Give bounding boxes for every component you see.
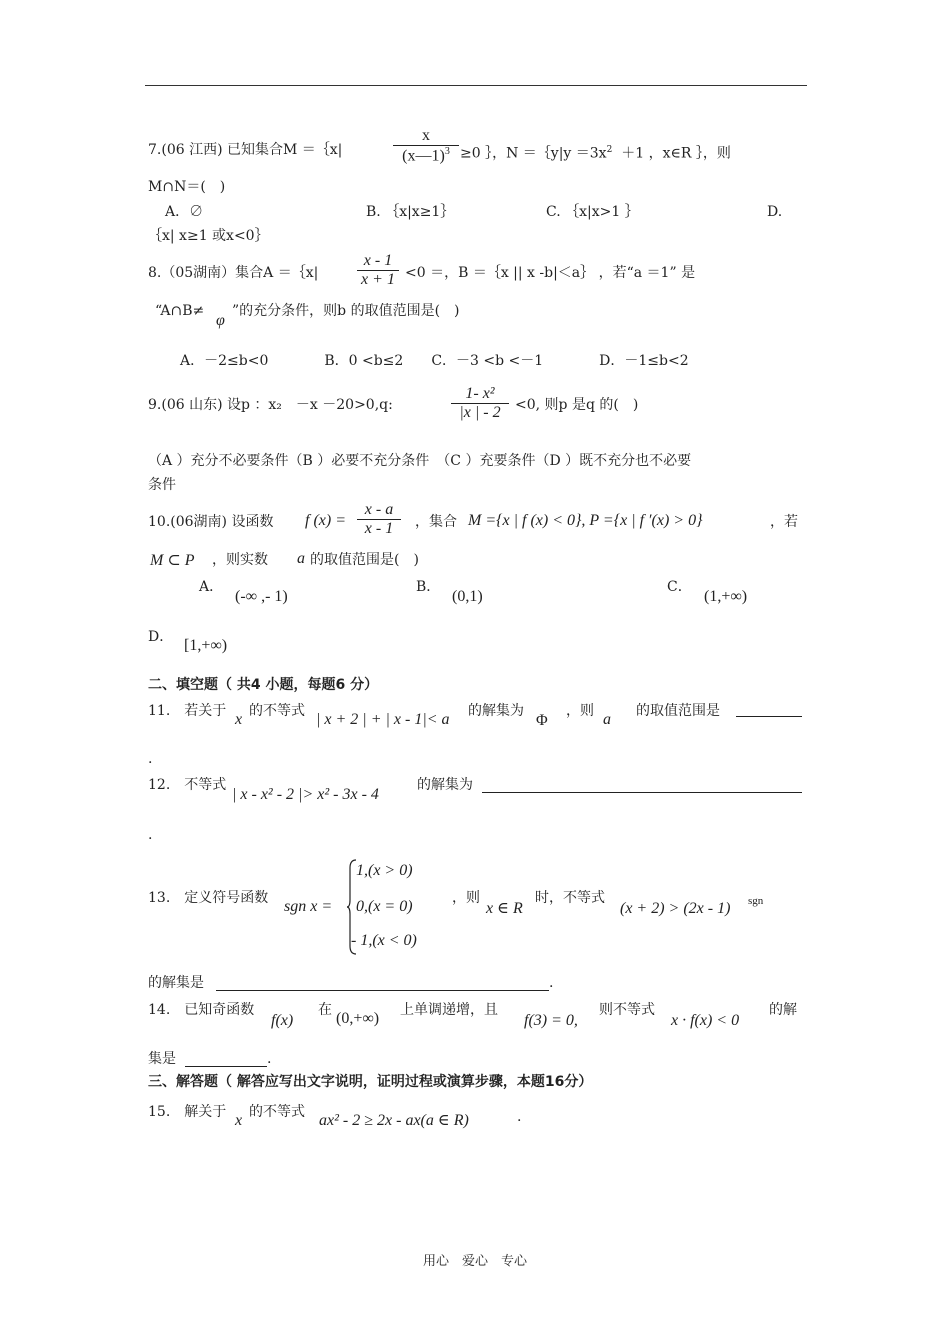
q14-ineq: x · f(x) < 0 bbox=[671, 1012, 740, 1029]
q15-ineq: ax² - 2 ≥ 2x - ax(a ∈ R) bbox=[319, 1112, 469, 1129]
section-3-heading: 三、解答题（ 解答应写出文字说明，证明过程或演算步骤，本题16分） bbox=[148, 1074, 593, 1090]
q14-fx: f(x) bbox=[271, 1012, 294, 1029]
q11-c: 的解集为 bbox=[468, 703, 524, 719]
q15-x: x bbox=[235, 1112, 243, 1129]
q13-d: 的解集是 bbox=[148, 975, 204, 991]
q10-frac-den: x - 1 bbox=[364, 520, 394, 537]
q9-line1-a: 9.(06 山东) 设p ：x₂ －x －20>0,q: bbox=[148, 397, 393, 413]
q12-a: 12. 不等式 bbox=[148, 777, 227, 793]
q10-line1-b: ，集合 bbox=[415, 514, 457, 530]
q7-line1-b-wrap bbox=[460, 141, 731, 163]
q7-line2: M∩N＝( ) bbox=[148, 179, 226, 195]
q7-frac-num: x bbox=[393, 127, 459, 146]
q13-dot: . bbox=[549, 975, 554, 991]
q7-line1-a: 7.(06 江西) 已知集合M ＝｛x| bbox=[148, 142, 343, 158]
q14-b: 在 bbox=[318, 1002, 332, 1018]
q9-frac-num: 1- x² bbox=[451, 385, 509, 404]
q10-opt-b: (0,1) bbox=[452, 588, 483, 605]
q11-ineq: | x + 2 | + | x - 1|< a bbox=[316, 711, 450, 728]
q10-opt-d-label: D． bbox=[148, 629, 174, 645]
q7-sq: 2 bbox=[606, 145, 613, 155]
q7-fraction bbox=[393, 127, 459, 165]
q12-dot: . bbox=[148, 827, 153, 843]
q11-x: x bbox=[235, 711, 243, 728]
q13-c: 时，不等式 bbox=[535, 890, 605, 906]
q8-fraction bbox=[357, 252, 399, 289]
q11-e: 的取值范围是 bbox=[636, 703, 720, 719]
q8-line1-b: <0 ＝，B ＝｛x || x -b|＜a｝ ，若“a ＝1” 是 bbox=[405, 265, 696, 281]
q7-line1-b: ≥0 ｝，N ＝｛y|y ＝3x bbox=[460, 145, 607, 162]
q13-case2: 0,(x = 0) bbox=[356, 898, 413, 915]
q15-a: 15. 解关于 bbox=[148, 1104, 227, 1120]
q11-a: 11. 若关于 bbox=[148, 703, 227, 719]
q8-line2-a: “A∩B≠ bbox=[155, 303, 205, 319]
q15-b: 的不等式 bbox=[249, 1104, 305, 1120]
q10-sets: M ={x | f (x) < 0}, P ={x | f ′(x) > 0} bbox=[468, 512, 703, 529]
q11-answer-blank[interactable] bbox=[736, 716, 802, 717]
q11-phi: Φ bbox=[536, 712, 548, 729]
q13-sup: sgn bbox=[748, 895, 764, 907]
q13-case3: - 1,(x < 0) bbox=[351, 932, 417, 949]
q14-f: 集是 bbox=[148, 1051, 176, 1067]
q13-ineq: (x + 2) > (2x - 1) bbox=[620, 900, 731, 917]
q11-b: 的不等式 bbox=[249, 703, 305, 719]
q11-a2: a bbox=[603, 711, 611, 728]
q10-fx: f (x) = bbox=[305, 512, 346, 529]
q12-b: 的解集为 bbox=[417, 777, 473, 793]
q7-frac-exp: 3 bbox=[444, 146, 450, 157]
q14-c: 上单调递增，且 bbox=[400, 1002, 498, 1018]
q10-fraction bbox=[357, 501, 401, 538]
q8-phi: φ bbox=[216, 312, 225, 329]
q14-d: 则不等式 bbox=[599, 1002, 655, 1018]
q9-line2: （A ）充分不必要条件（B ）必要不充分条件 （C ）充要条件（D ）既不充分也不必要 bbox=[148, 453, 692, 469]
q7-opt-a: A．∅ bbox=[165, 204, 204, 220]
q14-e: 的解 bbox=[769, 1002, 797, 1018]
q8-frac-num: x - 1 bbox=[357, 252, 399, 271]
q14-answer-blank[interactable] bbox=[185, 1066, 267, 1067]
q7-line1-c: ＋1 ，x∈R ｝，则 bbox=[621, 145, 731, 162]
q7-opt-c: C. ｛x|x>1 ｝ bbox=[546, 204, 639, 220]
q9-fraction bbox=[451, 385, 509, 422]
q7-opt-d: D. bbox=[767, 204, 783, 220]
page-footer: 用心 爱心 专心 bbox=[422, 1254, 527, 1269]
q14-a: 14. 已知奇函数 bbox=[148, 1002, 255, 1018]
q10-a: a bbox=[297, 550, 305, 567]
q15-dot: . bbox=[517, 1109, 522, 1125]
q8-frac-den: x + 1 bbox=[361, 271, 395, 288]
q13-b: ，则 bbox=[452, 890, 480, 906]
q10-opt-a-label: A． bbox=[199, 579, 224, 595]
q12-answer-blank[interactable] bbox=[482, 792, 802, 793]
q10-opt-a: (-∞ ,- 1) bbox=[235, 588, 288, 605]
q14-interval: (0,+∞) bbox=[336, 1010, 380, 1027]
q10-opt-c-label: C． bbox=[667, 579, 692, 595]
q10-line1-a: 10.(06湖南) 设函数 bbox=[148, 514, 274, 530]
q10-frac-num: x - a bbox=[357, 501, 401, 520]
q9-line3: 条件 bbox=[148, 477, 176, 493]
q14-dot: . bbox=[267, 1051, 272, 1067]
q7-opt-d2: ｛x| x≥1 或x<0｝ bbox=[148, 228, 269, 244]
q10-opt-c: (1,+∞) bbox=[704, 588, 748, 605]
q7-frac-den: (x—1) bbox=[402, 147, 445, 165]
q12-ineq: | x - x² - 2 |> x² - 3x - 4 bbox=[232, 786, 379, 803]
q11-dot: . bbox=[148, 751, 153, 767]
q9-line1-b: <0, 则p 是q 的( ) bbox=[515, 397, 639, 413]
q8-options: A．－2≤b<0 B．0 <b≤2 C．－3 <b <－1 D．－1≤b<2 bbox=[180, 353, 689, 369]
header-rule bbox=[145, 85, 807, 86]
q8-line1-a: 8.（05湖南）集合A ＝｛x| bbox=[148, 265, 319, 281]
q11-d: ，则 bbox=[566, 703, 594, 719]
q10-line1-c: ，若 bbox=[770, 514, 798, 530]
q10-opt-d: [1,+∞) bbox=[184, 637, 228, 654]
q13-cond: x ∈ R bbox=[486, 900, 523, 917]
q9-frac-den: |x | - 2 bbox=[459, 404, 501, 421]
q7-opt-b: B. ｛x|x≥1｝ bbox=[366, 204, 455, 220]
q10-line2-b: ，则实数 bbox=[212, 552, 268, 568]
q13-case1: 1,(x > 0) bbox=[356, 862, 413, 879]
q10-opt-b-label: B． bbox=[416, 579, 441, 595]
q8-line2-b: ”的充分条件，则b 的取值范围是( ) bbox=[232, 303, 460, 319]
q13-a: 13. 定义符号函数 bbox=[148, 890, 269, 906]
q13-answer-blank[interactable] bbox=[216, 990, 549, 991]
section-2-heading: 二、填空题（ 共4 小题，每题6 分） bbox=[148, 677, 379, 693]
q13-sgn: sgn x = bbox=[284, 898, 333, 915]
q10-line2-c: 的取值范围是( ) bbox=[310, 552, 419, 568]
q10-subset: M ⊂ P bbox=[150, 552, 195, 569]
q14-f3: f(3) = 0, bbox=[524, 1012, 578, 1029]
